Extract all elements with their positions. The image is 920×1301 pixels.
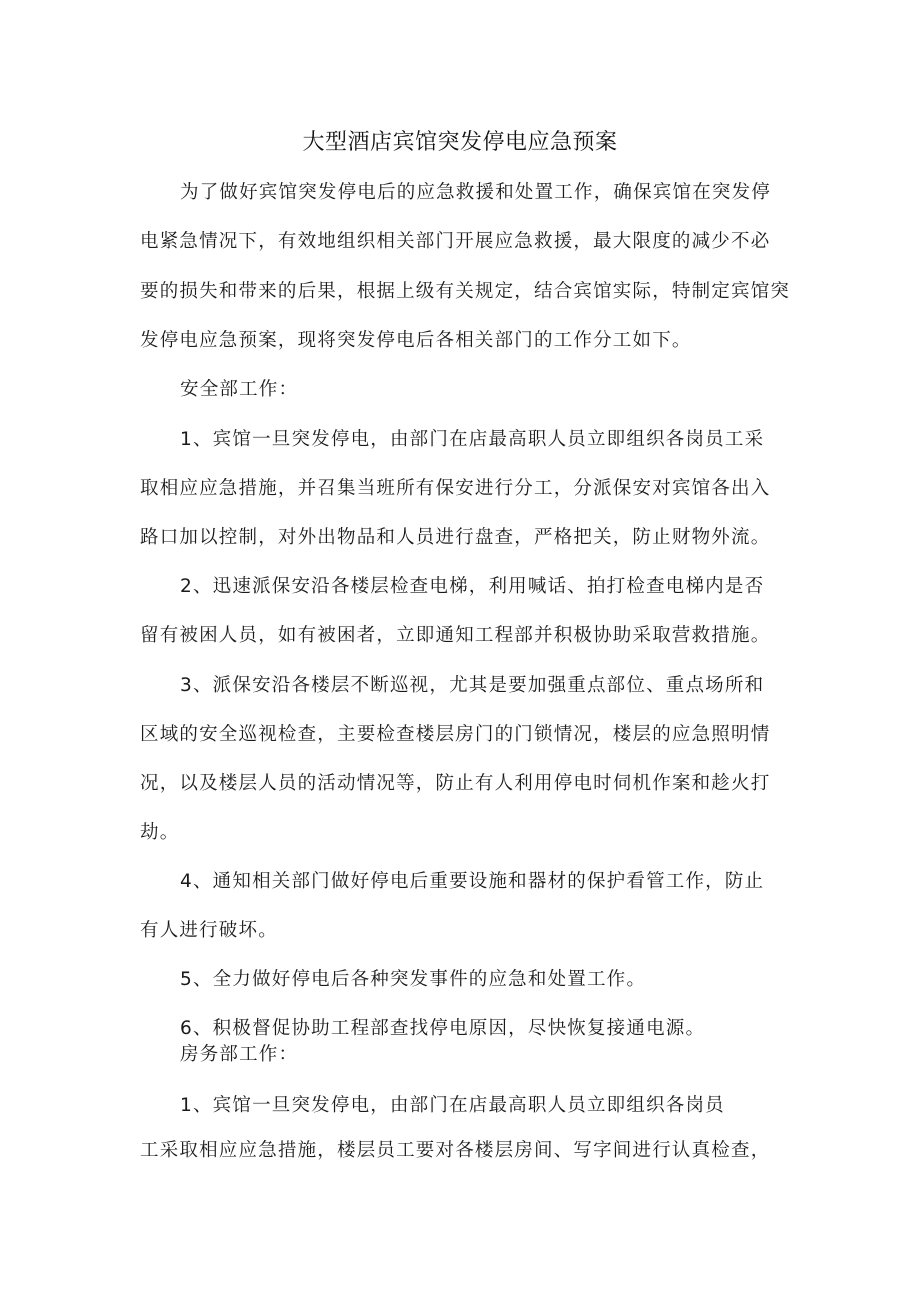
paragraph-line: 留有被困人员，如有被困者，立即通知工程部并积极协助采取营救措施。 (140, 625, 771, 646)
paragraph-line: 电紧急情况下，有效地组织相关部门开展应急救援，最大限度的减少不必 (140, 231, 771, 252)
paragraph-line: 1、宾馆一旦突发停电，由部门在店最高职人员立即组织各岗员 (180, 1095, 725, 1116)
paragraph-line: 况，以及楼层人员的活动情况等，防止有人利用停电时伺机作案和趁火打 (140, 773, 771, 794)
section-heading-security: 安全部工作： (180, 379, 299, 400)
paragraph-line: 为了做好宾馆突发停电后的应急救援和处置工作，确保宾馆在突发停 (180, 182, 772, 203)
paragraph-line: 5、全力做好停电后各种突发事件的应急和处置工作。 (180, 969, 647, 990)
paragraph-line: 取相应应急措施，并召集当班所有保安进行分工，分派保安对宾馆各出入 (140, 478, 771, 499)
paragraph-line: 路口加以控制，对外出物品和人员进行盘查，严格把关，防止财物外流。 (140, 527, 771, 548)
paragraph-line: 劫。 (140, 822, 180, 843)
paragraph-line: 3、派保安沿各楼层不断巡视，尤其是要加强重点部位、重点场所和 (180, 675, 765, 696)
paragraph-line: 有人进行破坏。 (140, 920, 278, 941)
paragraph-line: 要的损失和带来的后果，根据上级有关规定，结合宾馆实际，特制定宾馆突 (140, 281, 791, 302)
paragraph-line: 2、迅速派保安沿各楼层检查电梯，利用喊话、拍打检查电梯内是否 (180, 576, 765, 597)
paragraph-line: 区域的安全巡视检查，主要检查楼层房门的门锁情况，楼层的应急照明情 (140, 724, 771, 745)
section-heading-housekeeping: 房务部工作： (180, 1044, 299, 1065)
document-title: 大型酒店宾馆突发停电应急预案 (302, 130, 618, 155)
paragraph-line: 6、积极督促协助工程部查找停电原因，尽快恢复接通电源。 (180, 1018, 706, 1039)
paragraph-line: 发停电应急预案，现将突发停电后各相关部门的工作分工如下。 (140, 330, 692, 351)
paragraph-line: 4、通知相关部门做好停电后重要设施和器材的保护看管工作，防止 (180, 871, 765, 892)
paragraph-line: 1、宾馆一旦突发停电，由部门在店最高职人员立即组织各岗员工采 (180, 429, 765, 450)
paragraph-line: 工采取相应应急措施，楼层员工要对各楼层房间、写字间进行认真检查， (140, 1140, 771, 1161)
